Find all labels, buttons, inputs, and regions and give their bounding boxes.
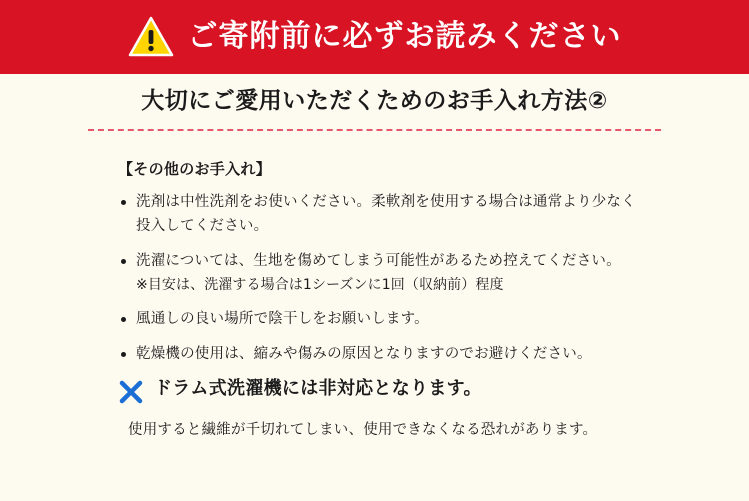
list-item-note: ※目安は、洗濯する場合は1シーズンに1回（収納前）程度 bbox=[136, 276, 504, 293]
page-subtitle: 大切にご愛用いただくためのお手入れ方法② bbox=[141, 88, 608, 114]
incompatibility-warning-row bbox=[118, 378, 658, 409]
list-item-text: 洗濯については、生地を傷めてしまう可能性があるため控えてください。 bbox=[136, 252, 621, 269]
list-item bbox=[118, 343, 638, 367]
header-banner bbox=[0, 0, 749, 74]
section-heading: 【その他のお手入れ】 bbox=[118, 160, 272, 178]
warning-text-wrapper bbox=[154, 378, 482, 401]
list-item bbox=[118, 308, 638, 332]
warning-headline: ドラム式洗濯機には非対応となります。 bbox=[154, 378, 482, 399]
cross-mark-icon bbox=[118, 378, 144, 409]
care-bullet-list bbox=[118, 191, 638, 367]
list-item bbox=[118, 250, 638, 297]
incompatibility-warning bbox=[118, 378, 658, 442]
list-item-text: 風通しの良い場所で陰干しをお願いします。 bbox=[136, 310, 429, 327]
list-item-text: 洗剤は中性洗剤をお使いください。柔軟剤を使用する場合は通常より少なく投入してください。 bbox=[136, 194, 636, 234]
warning-triangle-icon bbox=[128, 16, 174, 58]
care-instructions-section bbox=[118, 158, 638, 378]
list-item bbox=[118, 191, 638, 239]
warning-detail: 使用すると繊維が千切れてしまい、使用できなくなる恐れがあります。 bbox=[128, 422, 598, 438]
dashed-divider bbox=[88, 129, 661, 131]
banner-title: ご寄附前に必ずお読みください bbox=[187, 19, 622, 54]
list-item-text: 乾燥機の使用は、縮みや傷みの原因となりますのでお避けください。 bbox=[136, 345, 592, 362]
header-banner-content bbox=[128, 16, 622, 58]
subtitle-wrapper bbox=[0, 88, 749, 116]
